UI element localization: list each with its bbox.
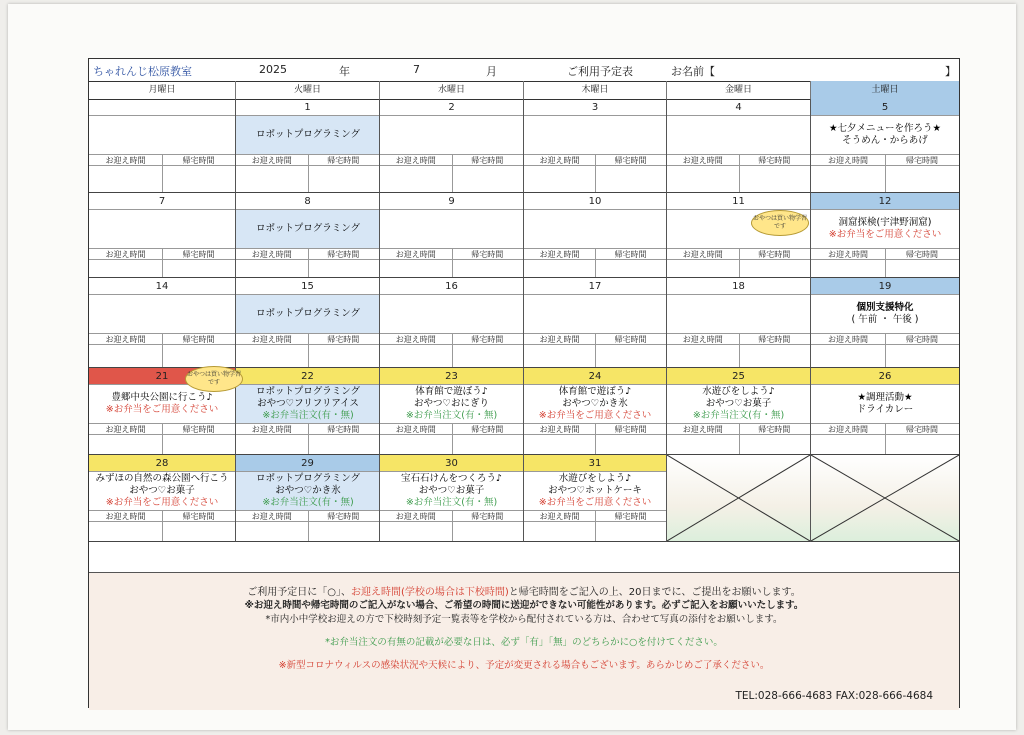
pickup-time-label: お迎え時間 bbox=[251, 250, 292, 259]
calendar-day-26 bbox=[811, 368, 959, 455]
time-entry-fields[interactable] bbox=[524, 521, 666, 542]
pickup-time-label: お迎え時間 bbox=[682, 250, 723, 259]
day-activities bbox=[380, 116, 523, 154]
day-activities bbox=[380, 295, 523, 333]
return-time-label: 帰宅時間 bbox=[758, 425, 791, 434]
weekday-wednesday: 水曜日 bbox=[380, 81, 524, 99]
activity-text: ロボットプログラミング bbox=[255, 223, 361, 234]
activity-text: 個別支援特化 bbox=[856, 302, 914, 313]
activity-text: おやつ♡かき氷 bbox=[275, 485, 341, 496]
activity-text: そうめん・からあげ bbox=[842, 135, 928, 146]
return-time-label: 帰宅時間 bbox=[614, 156, 647, 165]
pickup-time-label: お迎え時間 bbox=[251, 425, 292, 434]
time-entry-fields[interactable] bbox=[89, 259, 235, 278]
day-number: 25 bbox=[667, 368, 810, 385]
footer-line-4: *お弁当注文の有無の記載が必要な日は、必ず「有」「無」のどちらかに○を付けてください。 bbox=[325, 637, 723, 648]
day-number: 30 bbox=[380, 455, 523, 472]
pickup-time-label: お迎え時間 bbox=[682, 335, 723, 344]
calendar-day-12 bbox=[811, 193, 959, 278]
return-time-label: 帰宅時間 bbox=[471, 425, 504, 434]
day-number: 19 bbox=[811, 278, 959, 295]
calendar-day-8 bbox=[236, 193, 380, 278]
time-entry-fields[interactable] bbox=[380, 259, 523, 278]
footer-line-1-c: と帰宅時間をご記入の上、20日までに、ご提出をお願いします。 bbox=[508, 587, 801, 598]
school-name: ちゃれんじ松原教室 bbox=[93, 65, 192, 78]
day-number: 15 bbox=[236, 278, 379, 295]
day-activities bbox=[524, 385, 666, 423]
activity-text: 宝石石けんをつくろう♪ bbox=[400, 473, 503, 484]
time-entry-fields[interactable] bbox=[89, 521, 235, 542]
pickup-time-label: お迎え時間 bbox=[105, 425, 146, 434]
footer-notes bbox=[89, 572, 959, 710]
day-number: 9 bbox=[380, 193, 523, 210]
activity-text: ロボットプログラミング bbox=[255, 129, 361, 140]
return-time-label: 帰宅時間 bbox=[471, 335, 504, 344]
day-activities bbox=[524, 116, 666, 154]
return-time-label: 帰宅時間 bbox=[327, 250, 360, 259]
weekday-tuesday: 火曜日 bbox=[236, 81, 380, 99]
time-entry-fields[interactable] bbox=[380, 521, 523, 542]
time-entry-fields[interactable] bbox=[667, 434, 810, 455]
year-unit: 年 bbox=[339, 65, 350, 78]
calendar-day-22 bbox=[236, 368, 380, 455]
calendar-day-29 bbox=[236, 455, 380, 542]
day-number: 4 bbox=[667, 99, 810, 116]
activity-text: ※お弁当をご用意ください bbox=[538, 497, 652, 508]
time-entry-fields[interactable] bbox=[524, 434, 666, 455]
footer-line-5: ※新型コロナウィルスの感染状況や天候により、予定が変更される場合もございます。あらかじめご了承ください。 bbox=[278, 660, 770, 671]
pickup-time-label: お迎え時間 bbox=[539, 250, 580, 259]
activity-text: ロボットプログラミング bbox=[255, 308, 361, 319]
pickup-time-label: お迎え時間 bbox=[251, 512, 292, 521]
activity-text: 豊郷中央公園に行こう♪ bbox=[111, 392, 213, 403]
time-entry-fields[interactable] bbox=[524, 259, 666, 278]
activity-text: ※お弁当をご用意ください bbox=[828, 229, 942, 240]
time-entry-fields[interactable] bbox=[667, 344, 810, 368]
form-header bbox=[89, 59, 959, 82]
return-time-label: 帰宅時間 bbox=[758, 335, 791, 344]
day-number: 16 bbox=[380, 278, 523, 295]
activity-text: おやつ♡かき氷 bbox=[562, 398, 628, 409]
day-activities bbox=[380, 210, 523, 248]
pickup-time-label: お迎え時間 bbox=[251, 335, 292, 344]
day-activities bbox=[667, 295, 810, 333]
calendar-day-19 bbox=[811, 278, 959, 368]
day-number: 2 bbox=[380, 99, 523, 116]
footer-line-3: *市内小中学校お迎えの方で下校時刻予定一覧表等を学校から配付されている方は、合わせて写真の添付をお願いします。 bbox=[265, 614, 783, 625]
pickup-time-label: お迎え時間 bbox=[828, 335, 868, 344]
return-time-label: 帰宅時間 bbox=[906, 250, 938, 259]
time-entry-fields[interactable] bbox=[380, 434, 523, 455]
activity-text: おやつ♡お菓子 bbox=[129, 485, 195, 496]
return-time-label: 帰宅時間 bbox=[906, 156, 938, 165]
time-entry-fields[interactable] bbox=[236, 259, 379, 278]
return-time-label: 帰宅時間 bbox=[471, 156, 504, 165]
day-number: 7 bbox=[89, 193, 235, 210]
activity-text: おやつ♡フリフリアイス bbox=[257, 398, 359, 409]
time-entry-fields[interactable] bbox=[524, 165, 666, 193]
return-time-label: 帰宅時間 bbox=[758, 156, 791, 165]
pickup-time-label: お迎え時間 bbox=[395, 156, 436, 165]
day-activities bbox=[524, 210, 666, 248]
pickup-time-label: お迎え時間 bbox=[539, 335, 580, 344]
return-time-label: 帰宅時間 bbox=[182, 335, 215, 344]
return-time-label: 帰宅時間 bbox=[906, 425, 938, 434]
snack-note-bubble: おやつは買い物学習です bbox=[185, 366, 243, 392]
activity-text: 水遊びをしよう♪ bbox=[558, 473, 632, 484]
calendar-day-5 bbox=[811, 99, 959, 193]
day-number: 1 bbox=[236, 99, 379, 116]
weekday-monday: 月曜日 bbox=[89, 81, 236, 99]
return-time-label: 帰宅時間 bbox=[614, 250, 647, 259]
pickup-time-label: お迎え時間 bbox=[828, 425, 868, 434]
day-number: 29 bbox=[236, 455, 379, 472]
calendar-day-30 bbox=[380, 455, 524, 542]
day-number: 8 bbox=[236, 193, 379, 210]
footer-line-1 bbox=[89, 583, 959, 598]
calendar-day-9 bbox=[380, 193, 524, 278]
return-time-label: 帰宅時間 bbox=[182, 250, 215, 259]
time-entry-fields[interactable] bbox=[380, 165, 523, 193]
time-entry-fields[interactable] bbox=[524, 344, 666, 368]
day-activities bbox=[236, 116, 380, 154]
pickup-time-label: お迎え時間 bbox=[395, 335, 436, 344]
return-time-label: 帰宅時間 bbox=[327, 156, 360, 165]
calendar-day-31 bbox=[524, 455, 667, 542]
return-time-label: 帰宅時間 bbox=[182, 156, 215, 165]
return-time-label: 帰宅時間 bbox=[471, 250, 504, 259]
calendar-day-23 bbox=[380, 368, 524, 455]
pickup-time-label: お迎え時間 bbox=[682, 425, 723, 434]
day-number: 23 bbox=[380, 368, 523, 385]
time-entry-fields[interactable] bbox=[89, 165, 235, 193]
day-activities bbox=[811, 116, 959, 154]
pickup-time-label: お迎え時間 bbox=[539, 512, 580, 521]
return-time-label: 帰宅時間 bbox=[758, 250, 791, 259]
day-activities bbox=[236, 295, 380, 333]
day-number: 31 bbox=[524, 455, 666, 472]
activity-text: 体育館で遊ぼう♪ bbox=[558, 386, 632, 397]
day-activities bbox=[524, 472, 666, 510]
activity-text: ※お弁当をご用意ください bbox=[105, 404, 219, 415]
day-activities bbox=[236, 472, 380, 510]
calendar-day-16 bbox=[380, 278, 524, 368]
time-entry-fields[interactable] bbox=[811, 259, 959, 278]
day-activities bbox=[89, 116, 235, 154]
calendar-day-2 bbox=[380, 99, 524, 193]
day-number bbox=[89, 99, 235, 116]
pickup-time-label: お迎え時間 bbox=[251, 156, 292, 165]
calendar-empty-cell bbox=[89, 99, 236, 193]
time-entry-fields[interactable] bbox=[380, 344, 523, 368]
calendar-day-28 bbox=[89, 455, 236, 542]
time-entry-fields[interactable] bbox=[811, 434, 959, 455]
activity-text: おやつ♡お菓子 bbox=[418, 485, 485, 496]
name-bracket-close: 】 bbox=[945, 65, 956, 78]
day-activities bbox=[811, 210, 959, 248]
time-entry-fields[interactable] bbox=[667, 259, 810, 278]
return-time-label: 帰宅時間 bbox=[327, 512, 360, 521]
pickup-time-label: お迎え時間 bbox=[395, 250, 436, 259]
day-number: 28 bbox=[89, 455, 235, 472]
calendar-day-1 bbox=[236, 99, 380, 193]
time-entry-fields[interactable] bbox=[236, 165, 379, 193]
weekday-friday: 金曜日 bbox=[667, 81, 811, 99]
calendar-day-15 bbox=[236, 278, 380, 368]
day-number: 12 bbox=[811, 193, 959, 210]
time-entry-fields[interactable] bbox=[811, 165, 959, 193]
calendar-day-7 bbox=[89, 193, 236, 278]
snack-note-bubble: おやつは買い物学習です bbox=[751, 210, 809, 236]
day-number: 18 bbox=[667, 278, 810, 295]
time-entry-fields[interactable] bbox=[811, 344, 959, 368]
day-activities bbox=[667, 116, 810, 154]
calendar-day-10 bbox=[524, 193, 667, 278]
calendar-day-25 bbox=[667, 368, 811, 455]
return-time-label: 帰宅時間 bbox=[182, 512, 215, 521]
day-number: 3 bbox=[524, 99, 666, 116]
pickup-time-label: お迎え時間 bbox=[395, 512, 436, 521]
activity-text: おやつ♡ホットケーキ bbox=[548, 485, 642, 496]
day-number: 24 bbox=[524, 368, 666, 385]
crossed-out-cell bbox=[811, 455, 959, 542]
day-number: 21 bbox=[89, 368, 235, 385]
calendar-day-24 bbox=[524, 368, 667, 455]
calendar-day-17 bbox=[524, 278, 667, 368]
day-activities bbox=[380, 385, 523, 423]
weekday-thursday: 木曜日 bbox=[524, 81, 667, 99]
activity-text: ※お弁当注文(有・無) bbox=[692, 410, 785, 421]
activity-text: ★七夕メニューを作ろう★ bbox=[828, 123, 942, 134]
day-activities bbox=[811, 385, 959, 423]
contact-numbers: TEL:028-666-4683 FAX:028-666-4684 bbox=[735, 690, 933, 702]
return-time-label: 帰宅時間 bbox=[906, 335, 938, 344]
return-time-label: 帰宅時間 bbox=[327, 335, 360, 344]
footer-line-2: ※お迎え時間や帰宅時間のご記入がない場合、ご希望の時間に送迎ができない可能性があります。必ずご記入をお願いいたします。 bbox=[244, 600, 804, 611]
day-activities bbox=[89, 472, 235, 510]
activity-text: ロボットプログラミング bbox=[255, 473, 361, 484]
time-entry-fields[interactable] bbox=[89, 344, 235, 368]
time-entry-fields[interactable] bbox=[236, 434, 379, 455]
return-time-label: 帰宅時間 bbox=[182, 425, 215, 434]
weekday-saturday: 土曜日 bbox=[811, 81, 959, 99]
pickup-time-label: お迎え時間 bbox=[105, 156, 146, 165]
month-value: 7 bbox=[413, 63, 420, 76]
calendar-day-3 bbox=[524, 99, 667, 193]
weekday-header-row bbox=[89, 81, 959, 100]
calendar-day-14 bbox=[89, 278, 236, 368]
activity-text: おやつ♡お菓子 bbox=[705, 398, 772, 409]
activity-text: ※お弁当注文(有・無) bbox=[405, 410, 498, 421]
day-number: 14 bbox=[89, 278, 235, 295]
return-time-label: 帰宅時間 bbox=[614, 512, 647, 521]
activity-text: ★調理活動★ bbox=[857, 392, 913, 403]
day-number: 22 bbox=[236, 368, 379, 385]
form-title: ご利用予定表 bbox=[567, 65, 633, 78]
calendar-day-18 bbox=[667, 278, 811, 368]
pickup-time-label: お迎え時間 bbox=[105, 512, 146, 521]
activity-text: みずほの自然の森公園へ行こう bbox=[95, 473, 229, 484]
day-activities bbox=[89, 210, 235, 248]
return-time-label: 帰宅時間 bbox=[614, 335, 647, 344]
pickup-time-label: お迎え時間 bbox=[828, 156, 868, 165]
footer-line-1-a: ご利用予定日に「○」、 bbox=[247, 587, 351, 598]
activity-text: ロボットプログラミング bbox=[255, 386, 361, 397]
activity-text: ドライカレー bbox=[856, 404, 914, 415]
name-label: お名前【 bbox=[671, 65, 715, 78]
day-activities bbox=[236, 385, 380, 423]
pickup-time-label: お迎え時間 bbox=[539, 425, 580, 434]
day-activities bbox=[811, 295, 959, 333]
day-number: 11 bbox=[667, 193, 810, 210]
activity-text: 水遊びをしよう♪ bbox=[702, 386, 775, 397]
day-activities bbox=[89, 295, 235, 333]
return-time-label: 帰宅時間 bbox=[327, 425, 360, 434]
pickup-time-label: お迎え時間 bbox=[539, 156, 580, 165]
time-entry-fields[interactable] bbox=[236, 344, 379, 368]
activity-text: おやつ♡おにぎり bbox=[413, 398, 490, 409]
day-number: 17 bbox=[524, 278, 666, 295]
return-time-label: 帰宅時間 bbox=[614, 425, 647, 434]
pickup-time-label: お迎え時間 bbox=[395, 425, 436, 434]
activity-text: ※お弁当注文(有・無) bbox=[405, 497, 498, 508]
day-activities bbox=[380, 472, 523, 510]
activity-text: ※お弁当注文(有・無) bbox=[262, 410, 354, 421]
day-activities bbox=[524, 295, 666, 333]
activity-text: ※お弁当をご用意ください bbox=[538, 410, 652, 421]
activity-text: ※お弁当注文(有・無) bbox=[262, 497, 354, 508]
pickup-time-label: お迎え時間 bbox=[828, 250, 868, 259]
calendar-day-11 bbox=[667, 193, 811, 278]
time-entry-fields[interactable] bbox=[667, 165, 810, 193]
activity-text: ( 午前 ・ 午後 ) bbox=[851, 314, 919, 325]
month-unit: 月 bbox=[486, 65, 497, 78]
day-number: 10 bbox=[524, 193, 666, 210]
pickup-time-label: お迎え時間 bbox=[105, 250, 146, 259]
activity-text: 洞窟探検(宇津野洞窟) bbox=[838, 217, 932, 228]
paper-sheet bbox=[8, 4, 1016, 730]
calendar-day-4 bbox=[667, 99, 811, 193]
activity-text: 体育館で遊ぼう♪ bbox=[415, 386, 488, 397]
schedule-form bbox=[88, 58, 960, 708]
time-entry-fields[interactable] bbox=[236, 521, 379, 542]
day-activities bbox=[667, 385, 810, 423]
pickup-time-label: お迎え時間 bbox=[105, 335, 146, 344]
day-number: 5 bbox=[811, 99, 959, 116]
footer-line-1-b: お迎え時間(学校の場合は下校時間) bbox=[350, 587, 509, 598]
crossed-out-cell bbox=[667, 455, 811, 542]
year-value: 2025 bbox=[259, 63, 287, 76]
day-activities bbox=[236, 210, 380, 248]
return-time-label: 帰宅時間 bbox=[471, 512, 504, 521]
day-number: 26 bbox=[811, 368, 959, 385]
pickup-time-label: お迎え時間 bbox=[682, 156, 723, 165]
time-entry-fields[interactable] bbox=[89, 434, 235, 455]
activity-text: ※お弁当をご用意ください bbox=[105, 497, 219, 508]
